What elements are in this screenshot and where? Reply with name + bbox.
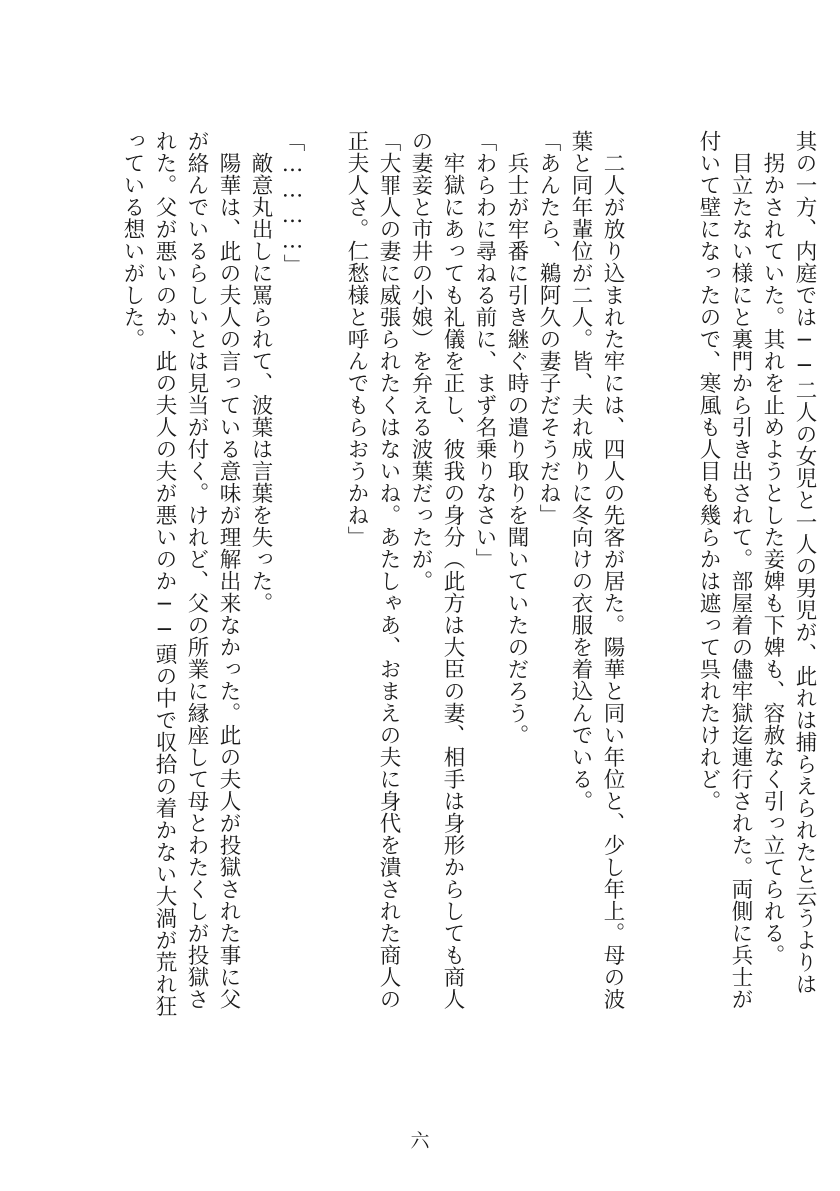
text-line: っている想いがした。 [120,130,145,350]
text-line: 二人が放り込まれた牢には、四人の先客が居た。陽華と同い年位と、少し年上。母の波 [600,152,625,1010]
text-line: 付いて壁になったので、寒風も人目も幾らかは遮って呉れたけれど。 [696,130,721,812]
text-line: 其の一方、内庭では──二人の女児と一人の男児が、此れは捕らえられたと云うよりは [792,130,817,995]
text-line: 正夫人さ。仁愁様と呼んでもらおうかね」 [344,130,369,548]
text-line: 陽華は、此の夫人の言っている意味が理解出来なかった。此の夫人が投獄された事に父 [216,152,241,1010]
text-line: 敵意丸出しに罵られて、波葉は言葉を失った。 [248,152,273,614]
text-line: の妻妾と市井の小娘）を弁える波葉だったが。 [408,130,433,592]
text-line: 兵士が牢番に引き継ぐ時の遣り取りを聞いていたのだろう。 [504,152,529,746]
text-line: 拐かされていた。其れを止めようとした妾婢も下婢も、容赦なく引っ立てられる。 [760,152,785,966]
dialogue-line: 「わらわに尋ねる前に、まず名乗りなさい」 [472,130,497,570]
dialogue-line: 「あんたら、鵜阿久の妻子だそうだね」 [536,130,561,526]
page-number: 六 [410,1130,430,1152]
text-line: 目立たない様にと裏門から引き出されて。部屋着の儘牢獄迄連行された。両側に兵士が [728,152,753,1010]
text-line: が絡んでいるらしいとは見当が付く。けれど、父の所業に縁座して母とわたくしが投獄さ [184,130,209,1010]
text-line: れた。父が悪いのか、此の夫人の夫が悪いのか──頭の中で収拾の着かない大渦が荒れ狂 [152,130,177,1017]
dialogue-line: 「…………」 [280,130,305,276]
text-line: 葉と同年輩位が二人。皆、夫れ成りに冬向けの衣服を着込んでいる。 [568,130,593,812]
text-line: 牢獄にあっても礼儀を正し、彼我の身分（此方は大臣の妻、相手は身形からしても商人 [440,152,465,1010]
dialogue-line: 「大罪人の妻に威張られたくはないね。あたしゃあ、おまえの夫に身代を潰された商人の [376,130,401,1010]
